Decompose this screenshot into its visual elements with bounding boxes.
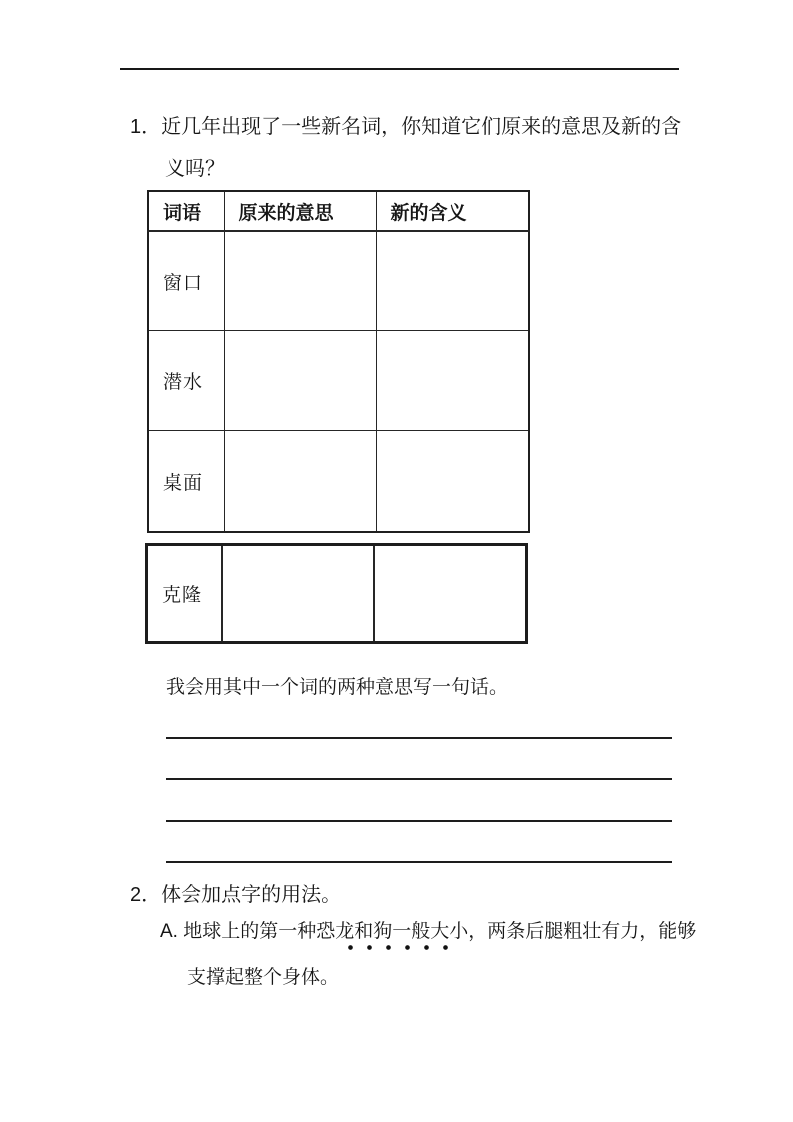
word-label: 潜水 bbox=[148, 331, 224, 431]
question-1-line1: 近几年出现了一些新名词，你知道它们原来的意思及新的含 bbox=[161, 116, 682, 138]
item-a-text-pre: 地球上的第一种恐龙 bbox=[183, 921, 355, 942]
item-a-emphasized-text: 和狗一般大小 bbox=[354, 921, 469, 942]
original-meaning-blank-cell bbox=[224, 231, 376, 331]
new-meaning-blank-cell bbox=[376, 431, 529, 533]
answer-line bbox=[166, 820, 672, 822]
vocab-table bbox=[147, 190, 530, 533]
new-meaning-blank-cell bbox=[376, 331, 529, 431]
word-label: 桌面 bbox=[148, 431, 224, 533]
item-a-text-post: ，两条后腿粗壮有力，能够 bbox=[468, 921, 697, 942]
word-label: 窗口 bbox=[148, 231, 224, 331]
original-meaning-blank-cell bbox=[224, 431, 376, 533]
question-2-title-text: 体会加点字的用法。 bbox=[161, 884, 342, 906]
question-1 bbox=[130, 106, 725, 190]
new-meaning-blank-cell bbox=[376, 231, 529, 331]
item-a-line2: 支撑起整个身体。 bbox=[187, 967, 340, 988]
question-1-number: 1． bbox=[130, 116, 162, 138]
answer-line bbox=[166, 778, 672, 780]
header-rule bbox=[120, 68, 679, 70]
table-row bbox=[148, 231, 529, 331]
table-row bbox=[147, 545, 527, 643]
table-row bbox=[148, 331, 529, 431]
vocab-header-original-meaning: 原来的意思 bbox=[224, 191, 376, 231]
question-2 bbox=[130, 882, 690, 908]
answer-line bbox=[166, 861, 672, 863]
original-meaning-blank-cell bbox=[224, 331, 376, 431]
original-meaning-blank-cell bbox=[222, 545, 374, 643]
sentence-prompt: 我会用其中一个词的两种意思写一句话。 bbox=[166, 677, 509, 698]
vocab-header-new-meaning: 新的含义 bbox=[376, 191, 529, 231]
vocab-table-header-row bbox=[148, 191, 529, 231]
vocab-table-detached-row bbox=[145, 543, 528, 644]
question-1-line2: 义吗？ bbox=[165, 158, 225, 180]
table-row bbox=[148, 431, 529, 533]
item-a-label: A. bbox=[160, 921, 178, 942]
new-meaning-blank-cell bbox=[374, 545, 526, 643]
answer-line bbox=[166, 737, 672, 739]
word-label: 克隆 bbox=[147, 545, 223, 643]
vocab-header-word: 词语 bbox=[148, 191, 224, 231]
question-2-item-a bbox=[160, 909, 747, 1001]
question-2-number: 2． bbox=[130, 884, 162, 906]
